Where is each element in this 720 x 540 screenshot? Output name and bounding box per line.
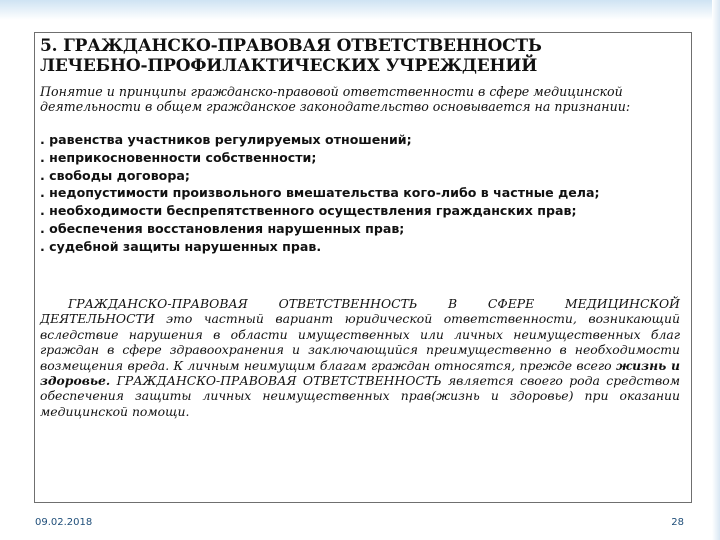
top-gradient-band [0, 0, 720, 20]
paragraph-text-1: ГРАЖДАНСКО-ПРАВОВАЯ ОТВЕТСТВЕННОСТЬ В СФЕРЕ МЕДИЦИНСКОЙ ДЕЯТЕЛЬНОСТИ это частный вариант юридической ответственности, возникающий вследствие нарушения в области имущественных или личных неимущественных благ граждан в сфере здравоохранения и заключающийся преимущественно в необходимости возмещения вреда. К личным неимущим благам граждан относятся, прежде всего [40, 296, 680, 373]
title-line-1: 5. ГРАЖДАНСКО-ПРАВОВАЯ ОТВЕТСТВЕННОСТЬ [40, 36, 542, 56]
title-line-2: ЛЕЧЕБНО-ПРОФИЛАКТИЧЕСКИХ УЧРЕЖДЕНИЙ [40, 56, 538, 76]
list-item: . судебной защиты нарушенных прав. [40, 238, 322, 254]
list-item: . равенства участников регулируемых отношений; [40, 132, 412, 147]
paragraph-text-2: ГРАЖДАНСКО-ПРАВОВАЯ ОТВЕТСТВЕННОСТЬ является своего рода средством обеспечения защиты личных неимущественных прав(жизнь и здоровье) при оказании медицинской помощи. [40, 373, 680, 419]
list-item: . свободы договора; [40, 167, 190, 183]
list-item: . неприкосновенности собственности; [40, 149, 317, 165]
list-item: . обеспечения восстановления нарушенных прав; [40, 220, 405, 236]
list-item: . недопустимости произвольного вмешательства кого-либо в частные дела; [40, 185, 600, 201]
paragraph-bold-text: жизнь и здоровье. [40, 357, 681, 389]
principles-list [40, 131, 690, 256]
page-number: 28 [671, 517, 684, 528]
slide-title [40, 36, 680, 76]
list-item: . необходимости беспрепятственного осуществления гражданских прав; [40, 203, 577, 219]
right-gradient-band [712, 0, 720, 540]
definition-paragraph [40, 296, 680, 419]
footer-date: 09.02.2018 [35, 517, 93, 528]
intro-text: Понятие и принципы гражданско-правовой ответственности в сфере медицинской деятельности в общем гражданское законодательство основывается на признании: [40, 84, 631, 114]
